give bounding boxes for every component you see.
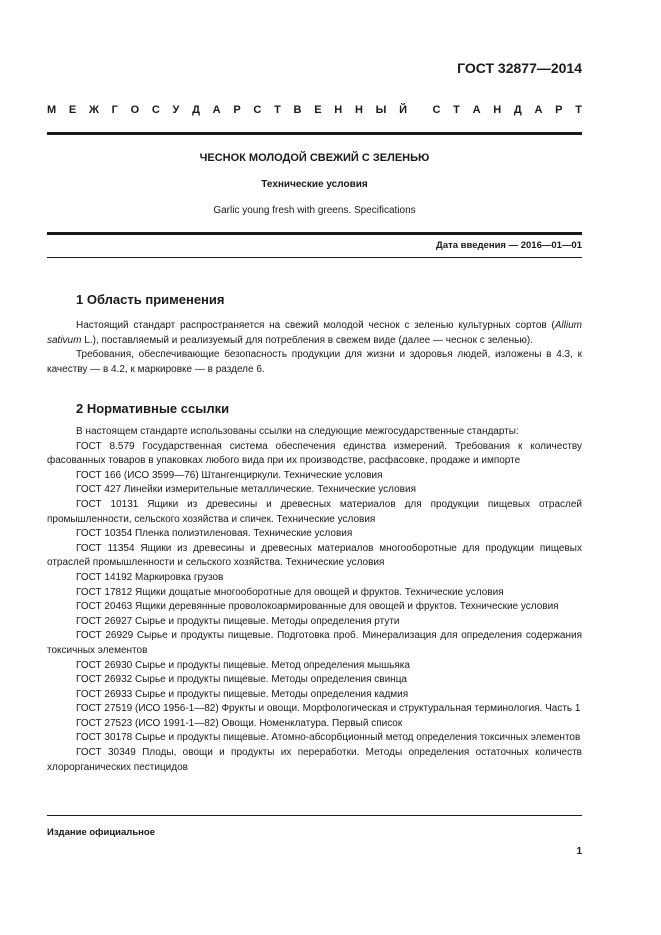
heading-letter: С (253, 104, 262, 116)
reference-item: ГОСТ 26930 Сырье и продукты пищевые. Метод определения мышьяка (76, 659, 410, 671)
heading-letter: В (293, 104, 302, 116)
section-1-paragraph-2: Требования, обеспечивающие безопасность продукции для жизни и здоровья людей, изложены в 4.3, к качеству — в 4.2, к маркировке — в разделе 6. (47, 349, 582, 375)
heading-letter: Г (111, 104, 118, 116)
heading-letter: М (47, 104, 57, 116)
heading-letter: Т (453, 104, 460, 116)
reference-item: ГОСТ 10354 Пленка полиэтиленовая. Технические условия (76, 528, 353, 540)
reference-item: ГОСТ 8.579 Государственная система обеспечения единства измерений. Требования к количеству фасованных товаров в упаковках любого вида при их производстве, расфасовке, продаже и импорте (47, 440, 582, 467)
reference-item: ГОСТ 166 (ИСО 3599—76) Штангенциркули. Технические условия (76, 469, 383, 481)
heading-letter: С (432, 104, 441, 116)
reference-item: ГОСТ 26927 Сырье и продукты пищевые. Методы определения ртути (76, 615, 400, 627)
date-rule (47, 257, 582, 258)
document-subtitle: Технические условия (261, 179, 368, 190)
document-title: ЧЕСНОК МОЛОДОЙ СВЕЖИЙ С ЗЕЛЕНЬЮ (199, 152, 430, 164)
reference-item: ГОСТ 26932 Сырье и продукты пищевые. Методы определения свинца (76, 674, 407, 686)
reference-item: ГОСТ 26929 Сырье и продукты пищевые. Подготовка проб. Минерализация для определения содержания токсичных элементов (47, 630, 582, 656)
reference-item: ГОСТ 11354 Ящики из древесины и древесных материалов многооборотные для продукции пищевых отраслей промышленности и сельского хозяйства. Технические условия (47, 542, 582, 569)
reference-item: ГОСТ 27519 (ИСО 1956-1—82) Фрукты и овощи. Морфологическая и структуральная терминология. Часть 1 (76, 703, 581, 715)
reference-item: В настоящем стандарте использованы ссылки на следующие межгосударственные стандарты: (76, 426, 519, 437)
heading-letter: Ы (375, 104, 387, 116)
reference-item: ГОСТ 14192 Маркировка грузов (76, 571, 224, 583)
section-1-heading: 1 Область применения (76, 292, 225, 307)
document-title-english: Garlic young fresh with greens. Specifications (213, 205, 416, 216)
heading-letter: Ж (88, 104, 99, 116)
reference-item: ГОСТ 27523 (ИСО 1991-1—82) Овощи. Номенклатура. Первый список (76, 717, 403, 729)
heading-letter: Н (354, 104, 363, 116)
section-1-paragraph-1: Настоящий стандарт распространяется на свежий молодой чеснок с зеленью культурных сортов (Allium sativum L.), поставляемый и реализуемый для потребления в свежем виде (далее — чеснок с зеленью). (47, 320, 582, 346)
heading-letter: Н (493, 104, 502, 116)
section-2-heading: 2 Нормативные ссылки (76, 401, 230, 416)
heading-letter: Т (274, 104, 281, 116)
heading-letter: Е (314, 104, 322, 116)
heading-letter: Е (68, 104, 77, 116)
reference-item: ГОСТ 10131 Ящики из древесины и древесных материалов для продукции пищевых отраслей промышленности, сельского хозяйства и спичек. Технические условия (47, 498, 582, 525)
header-rule (47, 132, 582, 135)
reference-item: ГОСТ 17812 Ящики дощатые многооборотные для овощей и фруктов. Технические условия (76, 586, 504, 598)
heading-letter: Й (399, 104, 408, 116)
heading-letter: С (151, 104, 160, 116)
reference-item: ГОСТ 427 Линейки измерительные металлические. Технические условия (76, 484, 416, 496)
official-edition-label: Издание официальное (47, 827, 155, 838)
reference-item: ГОСТ 30178 Сырье и продукты пищевые. Атомно-абсорбционный метод определения токсичных элементов (76, 732, 581, 744)
title-bottom-rule (47, 232, 582, 235)
effective-date: Дата введения — 2016—01—01 (436, 240, 582, 251)
heading-letter: О (130, 104, 140, 116)
heading-letter: Т (575, 104, 582, 116)
page-number: 1 (576, 846, 582, 857)
heading-letter: Д (513, 104, 522, 116)
heading-letter: У (172, 104, 180, 116)
reference-item: ГОСТ 26933 Сырье и продукты пищевые. Методы определения кадмия (76, 688, 409, 700)
footer-rule (47, 815, 582, 816)
heading-letter: Р (233, 104, 241, 116)
heading-letter: Р (555, 104, 563, 116)
heading-letter: А (472, 104, 481, 116)
reference-item: ГОСТ 20463 Ящики деревянные проволокоармированные для овощей и фруктов. Технические условия (76, 601, 559, 613)
normative-references-list (47, 425, 582, 775)
document-number: ГОСТ 32877—2014 (457, 60, 582, 76)
section-1-body (47, 319, 582, 377)
reference-item: ГОСТ 30349 Плоды, овощи и продукты их переработки. Методы определения остаточных количеств хлорорганических пестицидов (47, 747, 582, 773)
heading-letter: Н (334, 104, 343, 116)
heading-letter: Д (192, 104, 200, 116)
standard-type-heading (47, 104, 582, 116)
heading-letter: А (534, 104, 543, 116)
heading-letter: А (212, 104, 221, 116)
